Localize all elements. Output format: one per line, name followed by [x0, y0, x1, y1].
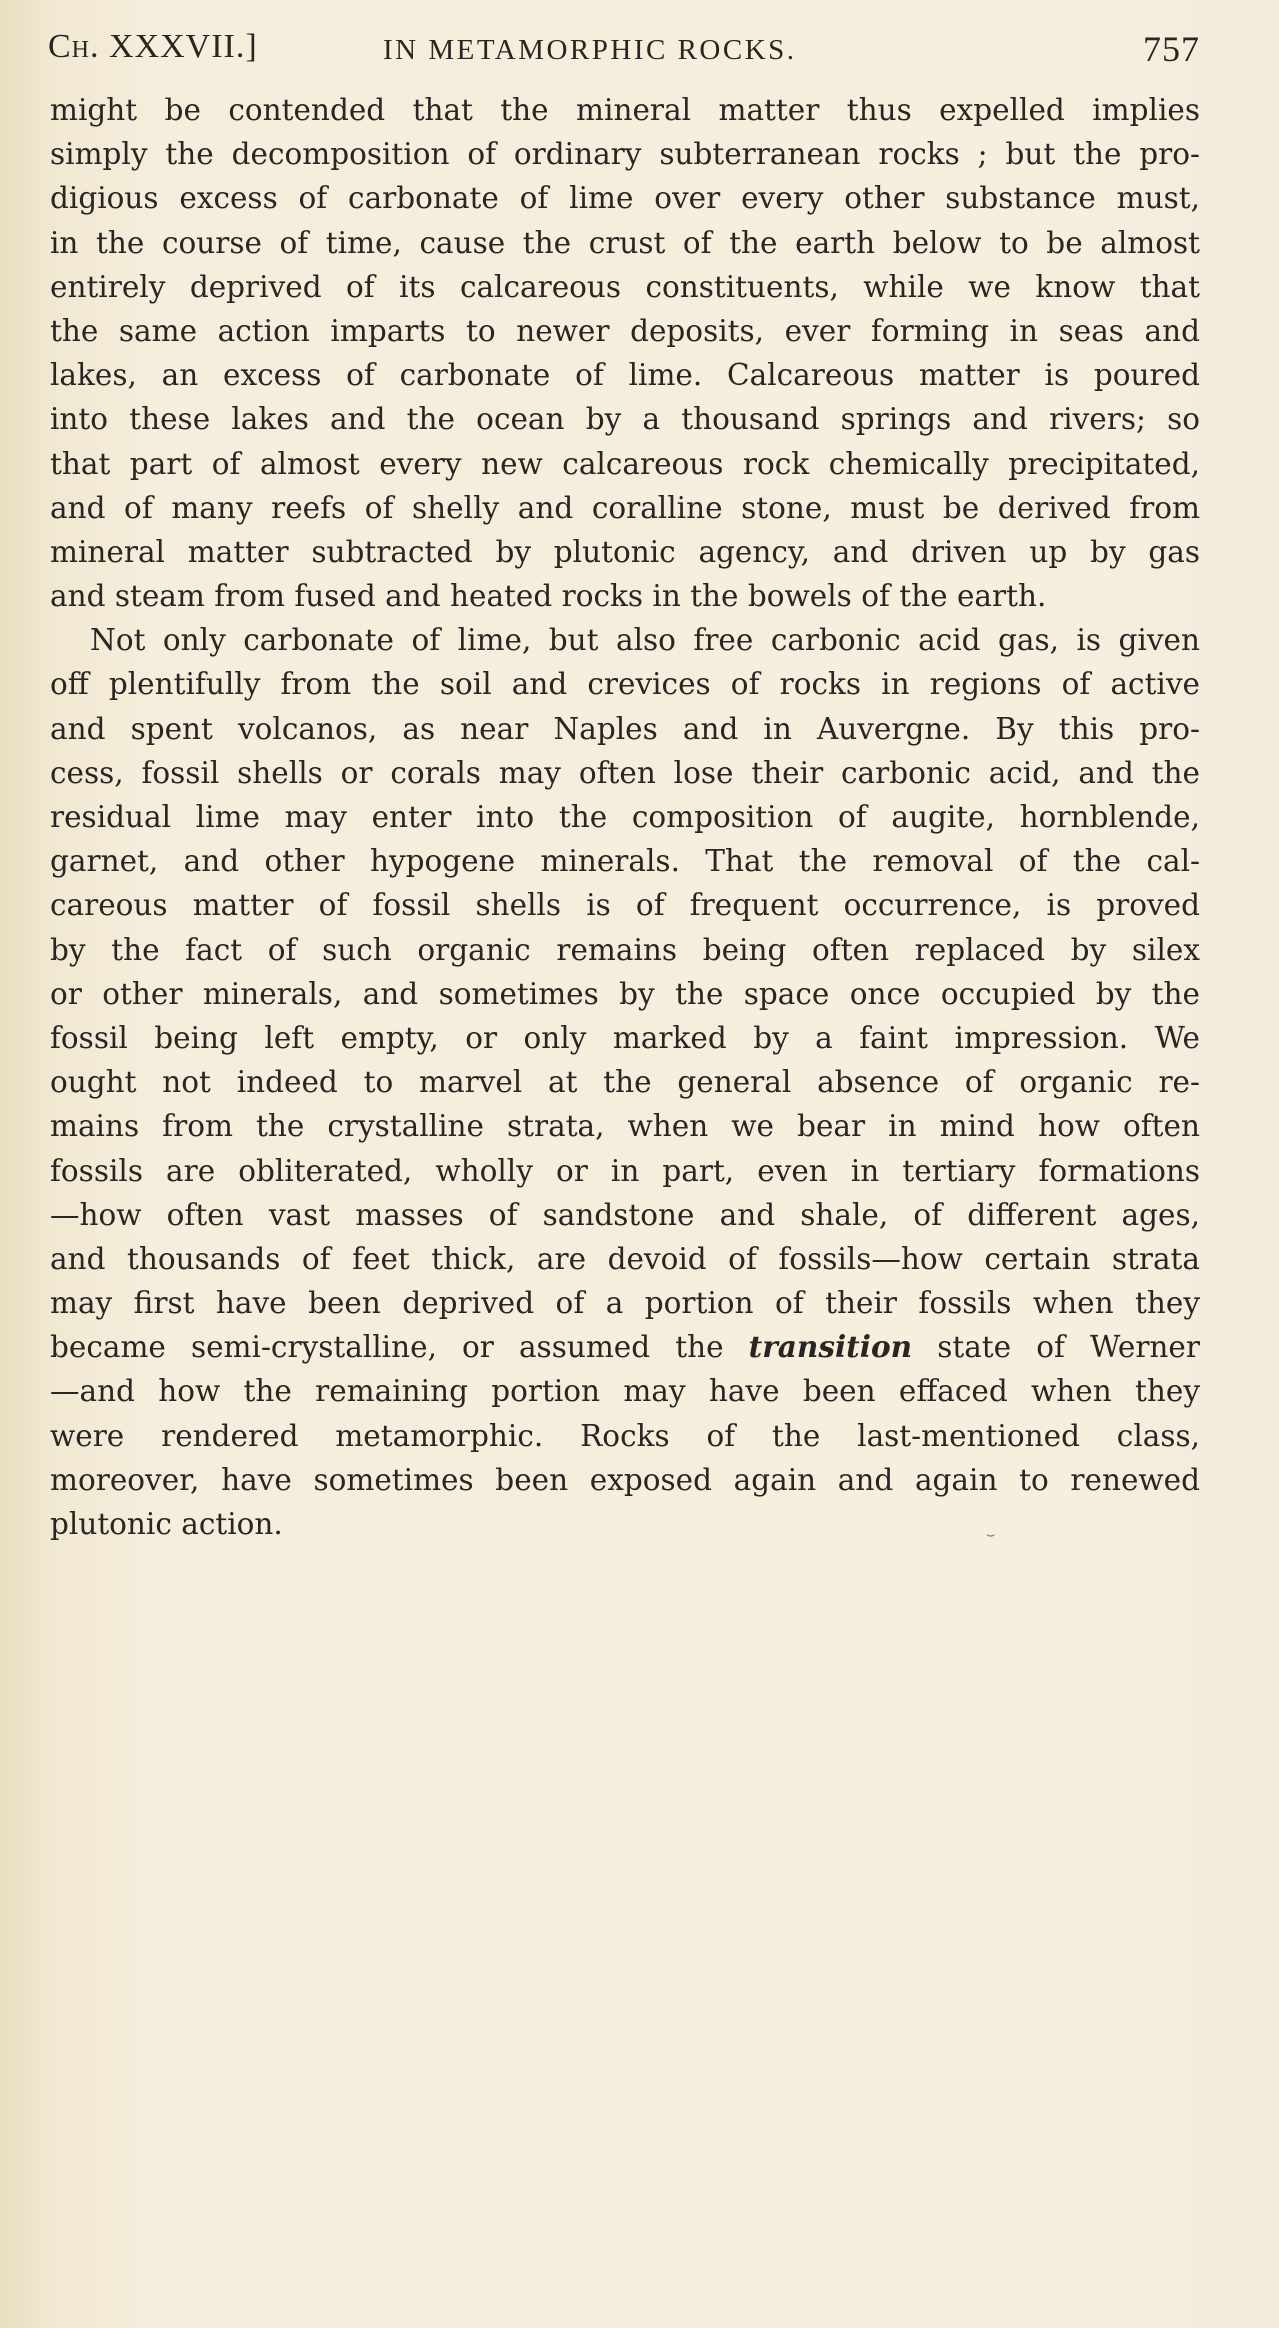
text-line: were rendered metamorphic. Rocks of the last-mentioned class, — [50, 1418, 1200, 1453]
ink-speck-mark: ⌣ — [986, 1528, 996, 1543]
text-line: might be contended that the mineral matter thus expelled implies — [50, 93, 1200, 127]
text-line: residual lime may enter into the composition of augite, hornblende, — [50, 800, 1200, 834]
text-line: Not only carbonate of lime, but also free carbonic acid gas, is given — [90, 623, 1200, 658]
text-line: and thousands of feet thick, are devoid of fossils—how certain strata — [50, 1241, 1200, 1276]
italic-term: transition — [748, 1329, 913, 1365]
text-line: lakes, an excess of carbonate of lime. Calcareous matter is poured — [50, 358, 1200, 393]
text-line: by the fact of such organic remains being often replaced by silex — [50, 932, 1200, 967]
text-line: and steam from fused and heated rocks in the bowels of the earth. — [50, 579, 1047, 614]
text-line: mains from the crystalline strata, when we bear in mind how often — [50, 1109, 1200, 1144]
text-line: that part of almost every new calcareous rock chemically precipitated, — [50, 446, 1200, 481]
text-line: ought not indeed to marvel at the general absence of organic re- — [50, 1065, 1200, 1100]
text-line: fossil being left empty, or only marked by a faint impression. We — [50, 1020, 1200, 1055]
text-line — [50, 1325, 1200, 1369]
chapter-reference: Ch. XXXVII.] — [48, 28, 258, 65]
text-line: into these lakes and the ocean by a thousand springs and rivers; so — [50, 402, 1200, 437]
text-line: simply the decomposition of ordinary subterranean rocks ; but the pro- — [50, 137, 1200, 172]
text-line: cess, fossil shells or corals may often lose their carbonic acid, and the — [50, 755, 1200, 790]
text-line: digious excess of carbonate of lime over every other substance must, — [50, 181, 1200, 216]
text-line: garnet, and other hypogene minerals. That the removal of the cal- — [50, 844, 1200, 879]
text-line: moreover, have sometimes been exposed again and again to renewed — [50, 1462, 1200, 1497]
text-line: and spent volcanos, as near Naples and in Auvergne. By this pro- — [50, 711, 1200, 746]
running-title: IN METAMORPHIC ROCKS. — [383, 34, 797, 66]
text-line: and of many reefs of shelly and coralline stone, must be derived from — [50, 490, 1200, 525]
text-segment: state of Werner — [912, 1330, 1200, 1365]
text-line: the same action imparts to newer deposits, ever forming in seas and — [50, 313, 1200, 348]
text-segment: became semi-crystalline, or assumed the — [50, 1330, 749, 1365]
text-line: or other minerals, and sometimes by the space once occupied by the — [50, 976, 1200, 1011]
text-line: mineral matter subtracted by plutonic agency, and driven up by gas — [50, 534, 1200, 569]
text-line: in the course of time, cause the crust of the earth below to be almost — [50, 225, 1200, 260]
text-line: careous matter of fossil shells is of frequent occurrence, is proved — [50, 888, 1200, 923]
paragraph — [50, 88, 1200, 618]
text-line: —how often vast masses of sandstone and shale, of different ages, — [50, 1197, 1200, 1232]
text-line: entirely deprived of its calcareous constituents, while we know that — [50, 269, 1200, 304]
running-head — [48, 28, 1200, 72]
paragraph — [50, 618, 1200, 1546]
text-line: —and how the remaining portion may have been effaced when they — [50, 1374, 1200, 1409]
text-line: may first have been deprived of a portion of their fossils when they — [50, 1286, 1200, 1321]
text-line: fossils are obliterated, wholly or in part, even in tertiary formations — [50, 1153, 1200, 1188]
text-line: plutonic action. — [50, 1507, 283, 1541]
body-text — [50, 88, 1200, 1546]
text-line: off plentifully from the soil and crevices of rocks in regions of active — [50, 667, 1200, 702]
page-number: 757 — [1143, 29, 1200, 69]
